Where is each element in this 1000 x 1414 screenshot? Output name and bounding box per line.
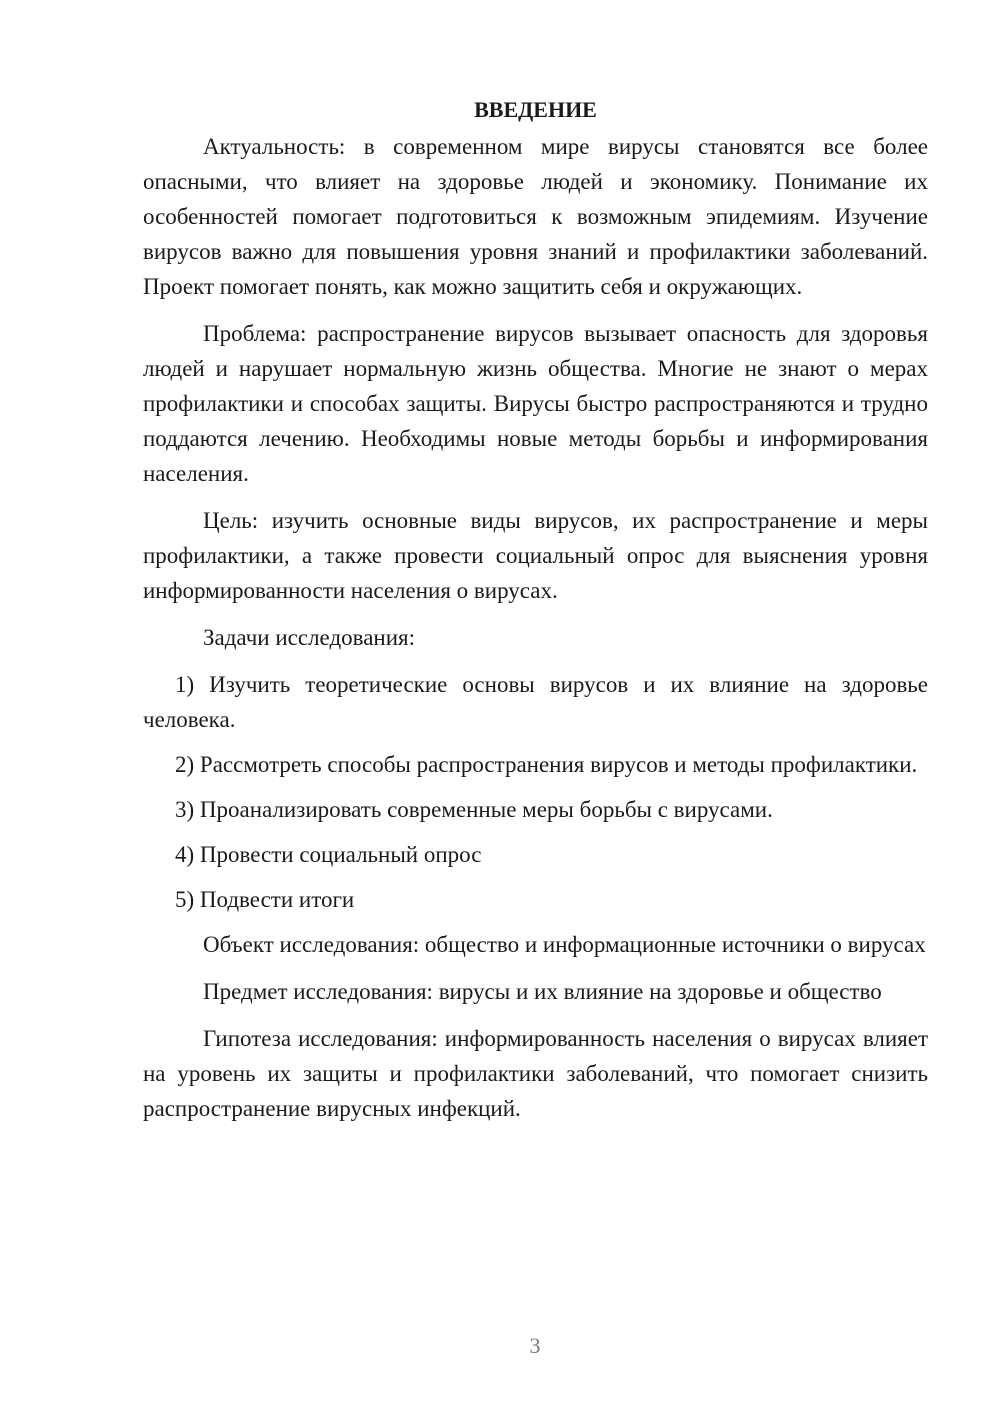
task-item: 2) Рассмотреть способы распространения вирусов и методы профилактики. bbox=[175, 752, 918, 777]
hypothesis-paragraph: Гипотеза исследования: информированность населения о вирусах влияет на уровень их защиты и профилактики заболеваний, что помогает снизить распространение вирусных инфекций. bbox=[143, 1026, 928, 1121]
tasks-heading: Задачи исследования: bbox=[203, 625, 416, 650]
tasks-list bbox=[143, 667, 928, 917]
object-paragraph: Объект исследования: общество и информационные источники о вирусах bbox=[203, 932, 926, 957]
task-item: 5) Подвести итоги bbox=[175, 887, 355, 912]
task-item: 3) Проанализировать современные меры борьбы с вирусами. bbox=[175, 797, 773, 822]
section-title: ВВЕДЕНИЕ bbox=[474, 97, 597, 122]
document-page bbox=[143, 92, 928, 1126]
subject-paragraph: Предмет исследования: вирусы и их влияние на здоровье и общество bbox=[203, 979, 882, 1004]
task-item: 4) Провести социальный опрос bbox=[175, 842, 482, 867]
problem-paragraph: Проблема: распространение вирусов вызывает опасность для здоровья людей и нарушает нормальную жизнь общества. Многие не знают о мерах профилактики и способах защиты. Вирусы быстро распространяются и трудно поддаются лечению. Необходимы новые методы борьбы и информирования населения. bbox=[143, 321, 928, 486]
goal-paragraph: Цель: изучить основные виды вирусов, их распространение и меры профилактики, а также провести социальный опрос для выяснения уровня информированности населения о вирусах. bbox=[143, 508, 928, 603]
relevance-paragraph: Актуальность: в современном мире вирусы становятся все более опасными, что влияет на здоровье людей и экономику. Понимание их особенностей помогает подготовиться к возможным эпидемиям. Изучение вирусов важно для повышения уровня знаний и профилактики заболеваний. Проект помогает понять, как можно защитить себя и окружающих. bbox=[143, 134, 928, 299]
page-number: 3 bbox=[529, 1333, 541, 1358]
task-item: 1) Изучить теоретические основы вирусов и их влияние на здоровье человека. bbox=[143, 672, 928, 732]
